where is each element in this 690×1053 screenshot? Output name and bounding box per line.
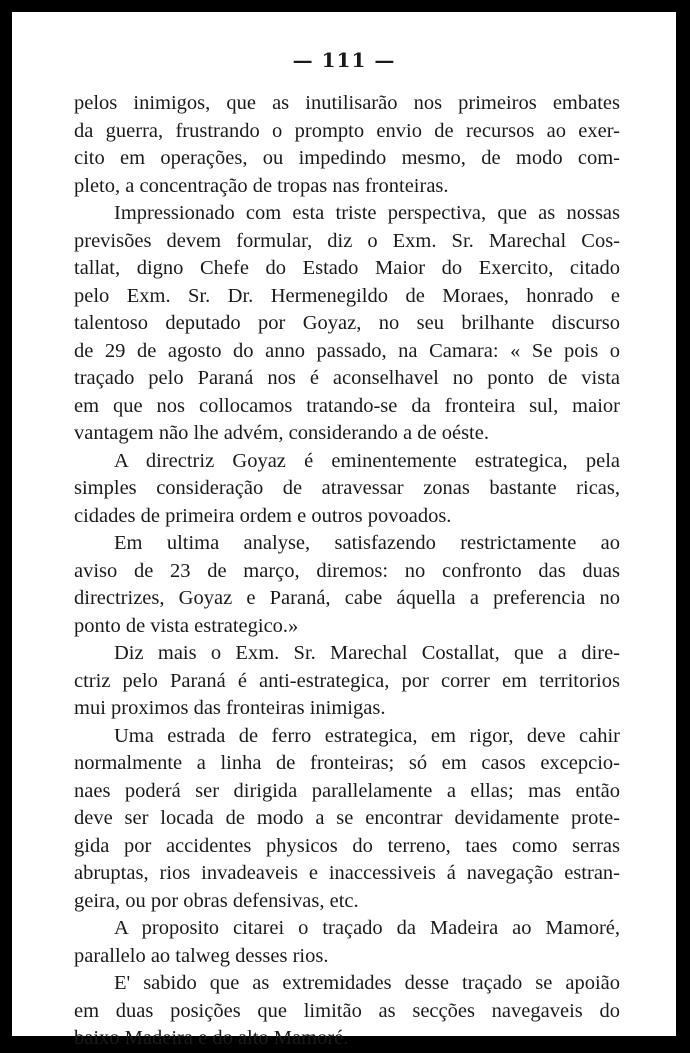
text-line: em duas posições que limitão as secções navegaveis do bbox=[74, 999, 620, 1022]
text-line: gida por accidentes physicos do terreno, taes como serras bbox=[74, 834, 620, 857]
text-line: ctriz pelo Paraná é anti-estrategica, por correr em territorios bbox=[74, 669, 620, 692]
text-line: em que nos collocamos tratando-se da fronteira sul, maior bbox=[74, 394, 620, 417]
text-line: cidades de primeira ordem e outros povoados. bbox=[74, 504, 452, 527]
text-line: geira, ou por obras defensivas, etc. bbox=[74, 889, 359, 912]
body-text bbox=[74, 90, 620, 1053]
text-line: ponto de vista estrategico.» bbox=[74, 614, 299, 637]
text-line: deve ser locada de modo a se encontrar devidamente prote- bbox=[74, 807, 620, 829]
text-line: aviso de 23 de março, diremos: no confronto das duas bbox=[74, 559, 620, 582]
text-line: tallat, digno Chefe do Estado Maior do Exercito, citado bbox=[74, 257, 620, 279]
text-line: abruptas, rios invadeaveis e inaccessiveis á navegação estran- bbox=[74, 862, 620, 884]
text-line: Uma estrada de ferro estrategica, em rigor, deve cahir bbox=[114, 724, 620, 747]
page-number: — 111 — bbox=[292, 48, 396, 72]
text-line: pelos inimigos, que as inutilisarão nos primeiros embates bbox=[74, 92, 620, 114]
text-line: da guerra, frustrando o prompto envio de recursos ao exer- bbox=[74, 119, 620, 142]
text-line: pelo Exm. Sr. Dr. Hermenegildo de Moraes, honrado e bbox=[74, 284, 620, 307]
paragraph bbox=[74, 200, 620, 448]
text-line: de 29 de agosto do anno passado, na Camara: « Se pois o bbox=[74, 339, 620, 362]
text-line: talentoso deputado por Goyaz, no seu brilhante discurso bbox=[74, 312, 620, 334]
text-line: cito em operações, ou impedindo mesmo, de modo com- bbox=[74, 147, 620, 169]
text-line: Em ultima analyse, satisfazendo restrictamente ao bbox=[114, 532, 620, 554]
text-line: parallelo ao talweg desses rios. bbox=[74, 944, 329, 967]
text-line: previsões devem formular, diz o Exm. Sr. Marechal Cos- bbox=[74, 229, 620, 252]
paragraph bbox=[74, 640, 620, 723]
text-line: baixo Madeira e do alto Mamoré. bbox=[74, 1027, 349, 1049]
paragraph bbox=[74, 970, 620, 1053]
paragraph bbox=[74, 915, 620, 970]
text-line: A proposito citarei o traçado da Madeira ao Mamoré, bbox=[114, 917, 620, 939]
text-line: A directriz Goyaz é eminentemente estrategica, pela bbox=[114, 449, 620, 472]
text-line: traçado pelo Paraná nos é aconselhavel no ponto de vista bbox=[74, 367, 620, 389]
paragraph bbox=[74, 448, 620, 531]
text-line: E' sabido que as extremidades desse traçado se apoião bbox=[114, 972, 620, 994]
text-line: naes poderá ser dirigida parallelamente a ellas; mas então bbox=[74, 779, 620, 802]
text-line: Impressionado com esta triste perspectiva, que as nossas bbox=[114, 202, 620, 224]
book-page bbox=[12, 12, 676, 1049]
text-line: mui proximos das fronteiras inimigas. bbox=[74, 697, 386, 719]
paragraph bbox=[74, 530, 620, 640]
text-line: normalmente a linha de fronteiras; só em casos excepcio- bbox=[74, 752, 620, 774]
text-line: directrizes, Goyaz e Paraná, cabe áquella a preferencia no bbox=[74, 587, 620, 609]
paragraph bbox=[74, 723, 620, 916]
text-line: vantagem não lhe advém, considerando a de oéste. bbox=[74, 422, 489, 444]
text-line: Diz mais o Exm. Sr. Marechal Costallat, que a dire- bbox=[114, 642, 620, 664]
paragraph bbox=[74, 90, 620, 200]
text-line: pleto, a concentração de tropas nas fronteiras. bbox=[74, 174, 449, 197]
text-line: simples consideração de atravessar zonas bastante ricas, bbox=[74, 477, 620, 499]
